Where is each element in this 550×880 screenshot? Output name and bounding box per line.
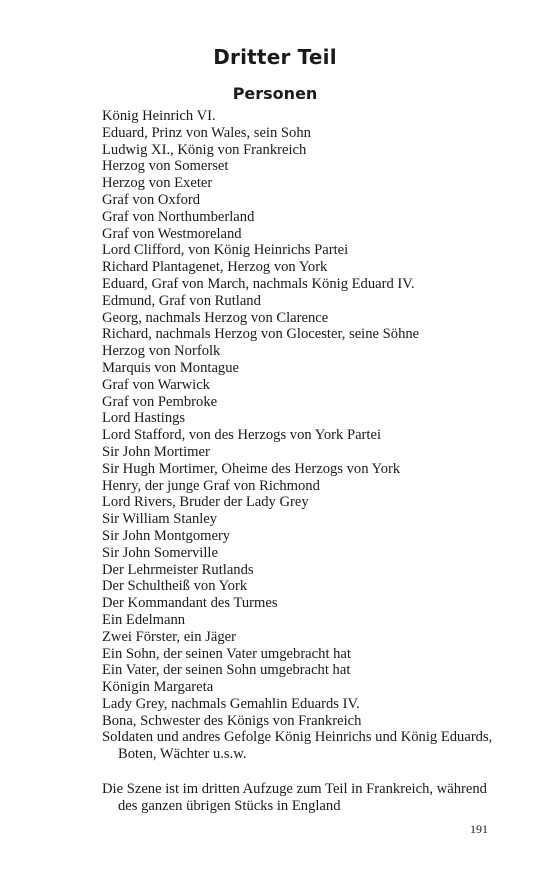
list-item: Lord Clifford, von König Heinrichs Partei <box>102 242 349 259</box>
list-item: Georg, nachmals Herzog von Clarence <box>102 309 329 326</box>
list-item: Ein Sohn, der seinen Vater umgebracht hat <box>102 645 351 662</box>
list-item: Herzog von Exeter <box>102 175 213 192</box>
section-heading: Personen <box>232 84 318 103</box>
page-title: Dritter Teil <box>213 45 337 69</box>
list-item: Sir John Montgomery <box>102 527 231 544</box>
list-item: Soldaten und andres Gefolge König Heinrichs und König Eduards, Boten, Wächter u.s.w. <box>102 729 493 763</box>
list-item: Henry, der junge Graf von Richmond <box>102 477 320 494</box>
list-item: Herzog von Somerset <box>102 158 229 175</box>
list-item: Königin Margareta <box>102 679 214 696</box>
list-item: Graf von Warwick <box>102 376 210 393</box>
dramatis-personae-list <box>102 108 502 763</box>
list-item: Eduard, Prinz von Wales, sein Sohn <box>102 124 311 141</box>
scene-note: Die Szene ist im dritten Aufzuge zum Teil in Frankreich, während des ganzen übrigen Stücks in England <box>102 781 487 814</box>
list-item: Lord Stafford, von des Herzogs von York Partei <box>102 427 382 444</box>
list-item: Richard, nachmals Herzog von Glocester, seine Söhne <box>102 326 420 343</box>
list-item: Lord Rivers, Bruder der Lady Grey <box>102 494 309 511</box>
list-item: Lady Grey, nachmals Gemahlin Eduards IV. <box>102 695 360 712</box>
list-item: Der Lehrmeister Rutlands <box>102 561 254 578</box>
list-item: Herzog von Norfolk <box>102 343 221 360</box>
list-item: Sir John Mortimer <box>102 443 210 460</box>
list-item: Sir William Stanley <box>102 511 218 528</box>
list-item: Ein Edelmann <box>102 611 186 628</box>
list-item: Edmund, Graf von Rutland <box>102 292 261 309</box>
list-item: Graf von Oxford <box>102 191 201 208</box>
list-item: Bona, Schwester des Königs von Frankreich <box>102 712 362 729</box>
list-item: Sir Hugh Mortimer, Oheime des Herzogs von York <box>102 460 401 477</box>
list-item: Der Schultheiß von York <box>102 578 248 595</box>
list-item: Ein Vater, der seinen Sohn umgebracht hat <box>102 662 351 679</box>
list-item: Ludwig XI., König von Frankreich <box>102 141 307 158</box>
list-item: König Heinrich VI. <box>102 108 216 124</box>
list-item: Graf von Pembroke <box>102 393 218 410</box>
list-item: Richard Plantagenet, Herzog von York <box>102 259 328 276</box>
list-item: Graf von Westmoreland <box>102 225 242 242</box>
list-item: Zwei Förster, ein Jäger <box>102 628 236 645</box>
list-item: Lord Hastings <box>102 410 186 427</box>
list-item: Sir John Somerville <box>102 544 218 561</box>
list-item: Graf von Northumberland <box>102 208 255 225</box>
list-item: Eduard, Graf von March, nachmals König Eduard IV. <box>102 275 415 292</box>
list-item: Marquis von Montague <box>102 359 240 376</box>
page-number: 191 <box>470 822 488 836</box>
list-item: Der Kommandant des Turmes <box>102 595 278 612</box>
